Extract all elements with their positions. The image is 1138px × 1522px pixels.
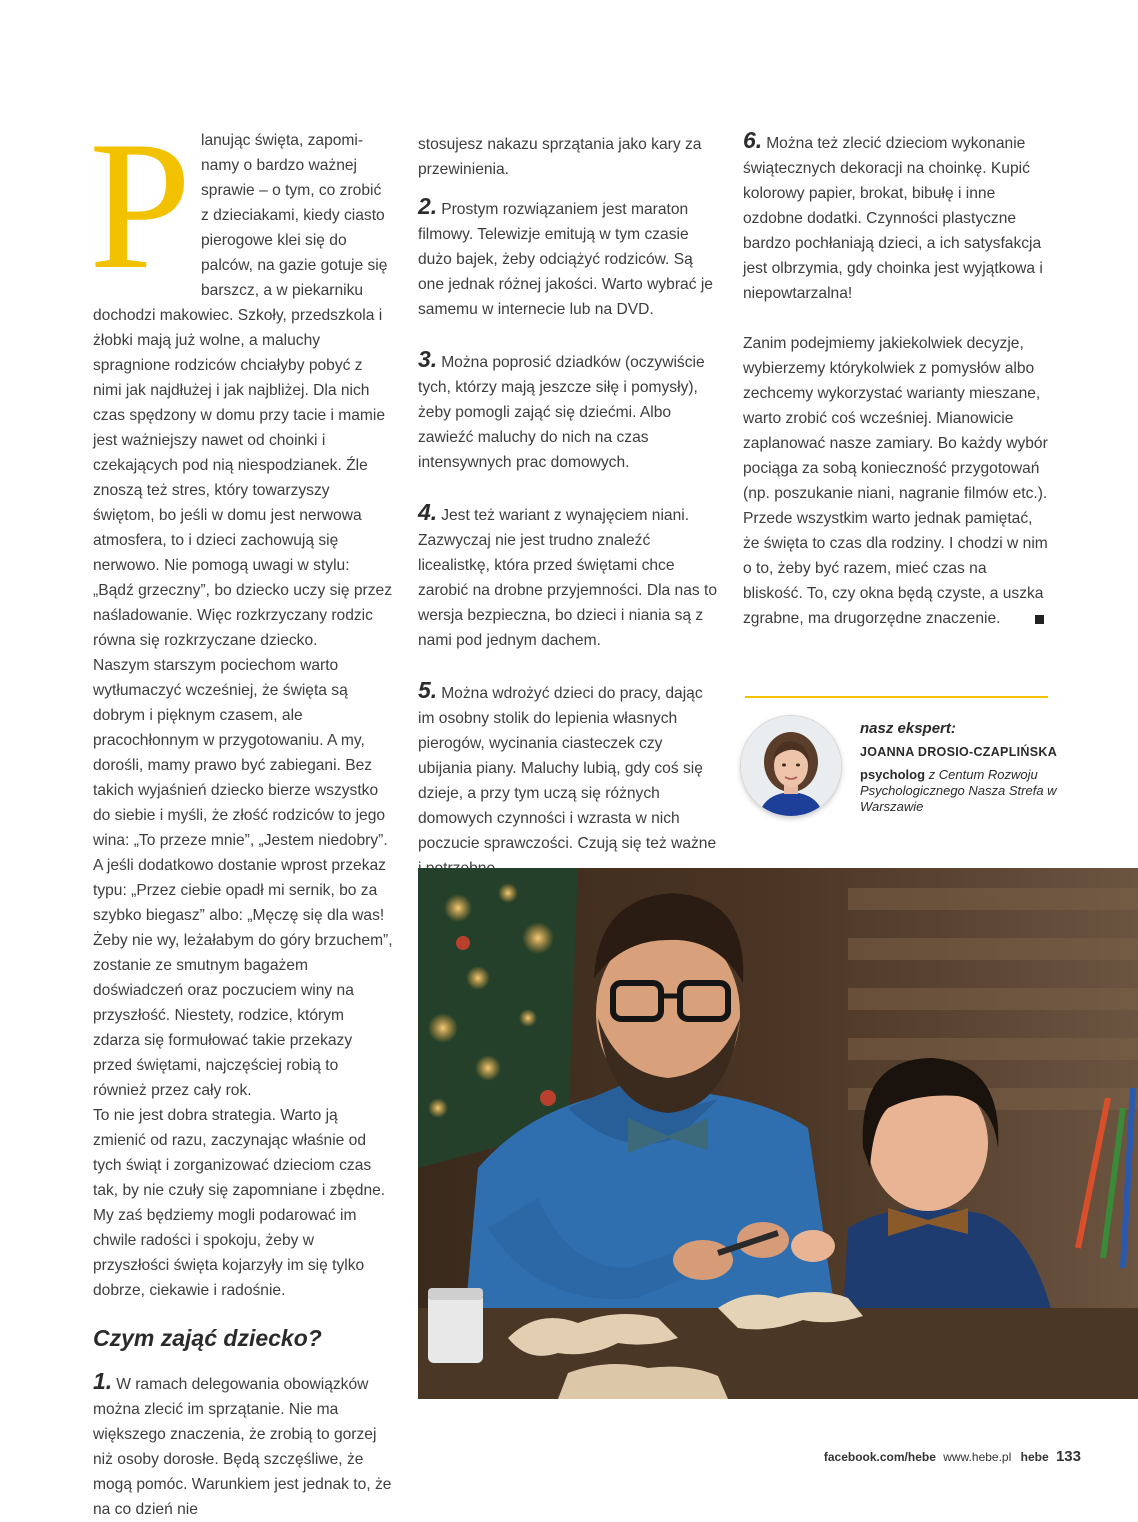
item-text: Można też zlecić dzieciom wykonanie świątecznych dekoracji na choinkę. Kupić kolorowy papier, brokat, bibułę i inne ozdobne dodatki. Czynności plastyczne bardzo pochłaniają dzieci, a ich satysfakcja jest olbrzymia, gdy choinka jest wyjątkowa i niepowtarzalna! — [743, 135, 1043, 302]
closing-paragraph — [743, 331, 1048, 631]
article-column-1 — [89, 103, 393, 1522]
closing-text: Zanim podejmiemy jakiekolwiek decyzje, wybierzemy którykolwiek z pomysłów albo zechcemy wykorzystać warianty mieszane, warto zrobić coś wcześniej. Mianowicie zaplanować nasze zamiary. Bo każdy wybór pociąga za sobą konieczność przygotowań (np. poszukanie niani, nagranie filmów etc.). Przede wszystkim warto jednak pamiętać, że święta to czas dla rodziny. I chodzi w nim o to, żeby być razem, mieć czas na bliskość. To, czy okna będą czyste, a uszka zgrabne, ma drugorzędne znaczenie. — [743, 335, 1048, 627]
intro-line: pierogowe klei się do — [201, 232, 347, 249]
intro-line: z dzieciakami, kiedy ciasto — [201, 207, 385, 224]
end-mark-icon — [1035, 615, 1044, 624]
item-number: 6. — [743, 127, 763, 153]
expert-role — [860, 767, 1060, 815]
item-number: 3. — [418, 346, 438, 372]
intro-line: sprawie – o tym, co zrobić — [201, 182, 382, 199]
expert-affiliation: z Centum Rozwoju Psychologicznego Nasza Strefa w Warszawie — [860, 767, 1057, 814]
brand-name: hebe — [1020, 1450, 1049, 1464]
article-photo — [418, 868, 1138, 1399]
expert-portrait-icon — [741, 716, 841, 816]
item-text: Można wdrożyć dzieci do pracy, dając im osobny stolik do lepienia własnych pierogów, wycinania ciasteczek czy ubijania piany. Maluchy lubią, gdy coś się dzieje, a przy tym uczą się różnych domowych czynności i wzrasta w nich poczucie sprawczości. Czują się też ważne — [418, 685, 717, 852]
list-item-5 — [418, 678, 720, 881]
item-text: Prostym rozwiązaniem jest maraton filmowy. Telewizje emitują w tym czasie dużo bajek, żeby odciążyć rodziców. Są one jednak różnej jakości. Warto wybrać je samemu w internecie lub na DVD. — [418, 201, 713, 318]
list-item-2 — [418, 194, 720, 322]
expert-profession: psycholog — [860, 767, 926, 782]
expert-divider — [745, 696, 1048, 698]
item-number: 5. — [418, 677, 438, 703]
father-and-son-crafting-photo-icon — [418, 868, 1138, 1399]
paragraph: Naszym starszym pociechom warto wytłumaczyć wcześniej, że święta są dobrym i pięknym czasem, ale pracochłonnym w przygotowaniu. A my, dorośli, mamy prawo być zabiegani. Bez takich wyjaśnień dziecko bierze wszystko do siebie i myśli, że złość rodziców to jego wina: „To przeze mnie”, „Jestem niedobry”. A jeśli dodatkowo dostanie wprost przekaz typu: „Przez ciebie opadł mi sernik, bo za szybko biegasz” albo: „Męczę się dla was! Żeby nie wy, leżałabym do góry brzuchem”, zostanie ze smutnym bagażem doświadczeń oraz poczuciem winy na przyszłość. Niestety, rodzice, którym zdarza się formułować takie przekazy przed świętami, najczęściej robią to również przez cały rok. — [93, 657, 393, 1099]
item-text: Jest też wariant z wynajęciem niani. Zazwyczaj nie jest trudno znaleźć licealistkę, która przed świętami chce zarobić na drobne przyjemności. Dla nas to wersja bezpieczna, bo dzieci i niania są z nami pod jednym dachem. — [418, 507, 718, 649]
list-item-1-continued: stosujesz nakazu sprzątania jako kary za przewinienia. — [418, 136, 702, 178]
intro-line: namy o bardzo ważnej — [201, 157, 358, 174]
list-item-6 — [743, 128, 1048, 306]
item-number: 1. — [93, 1368, 113, 1394]
item-text: W ramach delegowania obowiązków można zlecić im sprzątanie. Nie ma większego znaczenia, że zrobią to gorzej niż osoby dorosłe. Będą szczęśliwe, że mogą pomóc. Warunkiem jest jednak to, że na co dzień nie — [93, 1376, 392, 1518]
paragraph: To nie jest dobra strategia. Warto ją zmienić od razu, zaczynając właśnie od tych świąt i zorganizować dzieciom czas tak, by nie czuły się zapomniane i zbędne. My zaś będziemy mogli podarować im chwile radości i spokoju, żeby w przyszłości święta kojarzyły im się tylko dobrze, ciekawie i radośnie. — [93, 1107, 386, 1299]
expert-name: JOANNA DROSIO-CZAPLIŃSKA — [860, 745, 1058, 759]
article-column-2 — [418, 128, 720, 881]
avatar — [741, 716, 841, 816]
list-item-1 — [93, 1369, 393, 1522]
drop-cap: P — [89, 103, 192, 307]
facebook-link[interactable]: facebook.com/hebe — [823, 1450, 936, 1464]
intro-line: lanując święta, zapomi- — [201, 132, 364, 149]
list-item-4 — [418, 500, 720, 653]
item-number: 2. — [418, 193, 438, 219]
intro-line: palców, na gazie gotuje — [201, 257, 364, 274]
expert-label: nasz ekspert: — [860, 720, 956, 737]
website-link[interactable]: www.hebe.pl — [943, 1450, 1012, 1464]
section-heading: Czym zająć dziecko? — [93, 1325, 322, 1351]
list-item-3 — [418, 347, 720, 475]
page-number: 133 — [1055, 1448, 1081, 1465]
item-number: 4. — [418, 499, 438, 525]
item-text: Można poprosić dziadków (oczywiście tych, którzy mają jeszcze siłę i pomysły), żeby pomogli zająć się dziećmi. Albo zawieźć maluchy do nich na czas intensywnych prac domowych. — [418, 354, 705, 471]
article-column-3 — [743, 128, 1048, 631]
page-footer — [824, 1448, 1081, 1465]
intro-text: się barszcz, a w piekarniku dochodzi makowiec. Szkoły, przedszkola i żłobki mają już wolne, a maluchy spragnione rodziców chciałyby pobyć z nimi jak najdłużej i jak najbliżej. Dla nich czas spędzony w domu przy tacie i mamie jest ważniejszy nawet od choinki i czekających pod nią niespodzianek. Źle znoszą też stres, który towarzyszy świętom, bo jeśli w domu jest nerwowa atmosfera, to i dzieci zachowują się nerwowo. Nie pomogą uwagi w stylu: „Bądź grzeczny”, bo dziecko uczy się przez naśladowanie. Więc rozkrzyczany rodzic równa się rozkrzyczane dziecko. — [93, 257, 392, 649]
